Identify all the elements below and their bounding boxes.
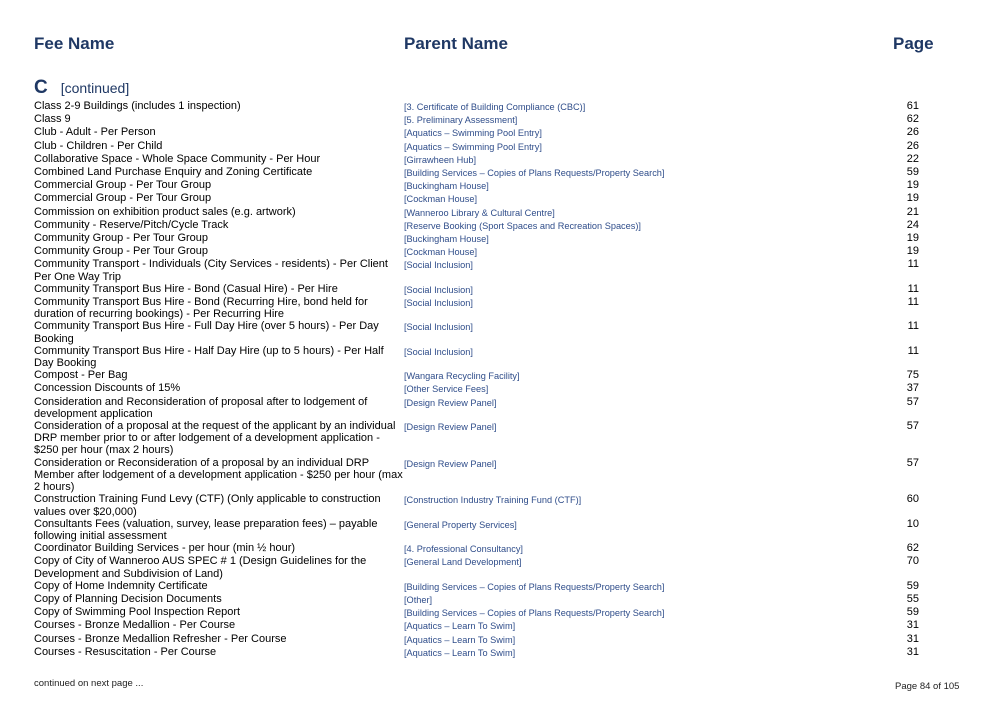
fee-name-cell: Community Transport Bus Hire - Half Day Hire (up to 5 hours) - Per Half Day Booking — [34, 344, 384, 370]
header-parent-name: Parent Name — [404, 34, 508, 53]
table-row — [34, 369, 934, 382]
parent-name-cell: [General Property Services] — [404, 519, 517, 530]
parent-name-cell: [5. Preliminary Assessment] — [404, 115, 518, 126]
parent-name-cell: [General Land Development] — [404, 557, 522, 568]
page-cell: 11 — [907, 344, 919, 357]
fee-name-cell: Copy of Planning Decision Documents — [34, 592, 222, 605]
continued-note: continued on next page ... — [34, 678, 144, 689]
page-cell: 75 — [906, 369, 919, 382]
table-row — [34, 593, 934, 606]
table-row — [34, 619, 934, 632]
page-cell: 59 — [906, 606, 919, 619]
header-page: Page — [893, 34, 934, 53]
table-row — [34, 113, 934, 126]
parent-name-cell: [3. Certificate of Building Compliance (CBC)] — [404, 102, 586, 112]
fee-name-cell: Courses - Bronze Medallion - Per Course — [34, 619, 236, 632]
table-row — [34, 100, 934, 113]
parent-name-cell: [Building Services – Copies of Plans Requests/Property Search] — [404, 581, 665, 592]
page-cell: 22 — [906, 152, 919, 165]
parent-name-cell: [Social Inclusion] — [404, 298, 473, 309]
table-row — [34, 493, 934, 517]
parent-name-cell: [Design Review Panel] — [404, 397, 497, 408]
page-cell: 26 — [906, 139, 919, 152]
table-row — [34, 153, 934, 166]
table-row — [34, 580, 934, 593]
parent-name-cell: [Aquatics – Learn To Swim] — [404, 621, 516, 632]
parent-name-cell: [Other] — [404, 594, 433, 605]
fee-name-cell: Courses - Bronze Medallion Refresher - Per Course — [34, 632, 287, 645]
page-cell: 57 — [906, 456, 919, 469]
table-row — [34, 320, 934, 344]
page-cell: 31 — [906, 619, 919, 632]
table-row — [34, 542, 934, 555]
page-cell: 19 — [906, 245, 919, 258]
table-row — [34, 126, 934, 139]
parent-name-cell: [4. Professional Consultancy] — [404, 544, 523, 555]
table-row — [34, 166, 934, 179]
page-cell: 26 — [906, 126, 919, 139]
parent-name-cell: [Design Review Panel] — [404, 458, 497, 469]
table-row — [34, 606, 934, 619]
section-continued: [continued] — [60, 80, 130, 96]
page-cell: 59 — [906, 166, 919, 179]
fee-name-cell: Class 2-9 Buildings (includes 1 inspection) — [34, 100, 241, 112]
fee-name-cell: Class 9 — [34, 113, 71, 126]
page-cell: 11 — [907, 320, 919, 333]
table-row — [34, 396, 934, 420]
table-row — [34, 232, 934, 245]
header-fee-name: Fee Name — [34, 34, 115, 53]
page-number: Page 84 of 105 — [895, 681, 960, 692]
fee-name-cell: Combined Land Purchase Enquiry and Zoning Certificate — [34, 166, 313, 179]
page-cell: 19 — [906, 179, 919, 192]
fee-name-cell: Community Group - Per Tour Group — [34, 245, 209, 258]
table-row — [34, 192, 934, 205]
parent-name-cell: [Aquatics – Swimming Pool Entry] — [404, 141, 542, 152]
page-cell: 62 — [906, 542, 919, 555]
page-cell: 19 — [906, 192, 919, 205]
fee-name-cell: Copy of Swimming Pool Inspection Report — [34, 606, 241, 619]
page-cell: 19 — [906, 232, 919, 245]
fee-name-cell: Commission on exhibition product sales (e.g. artwork) — [34, 205, 296, 218]
section-letter: C — [34, 77, 48, 98]
table-row — [34, 345, 934, 369]
table-row — [34, 633, 934, 646]
parent-name-cell: [Wangara Recycling Facility] — [404, 371, 520, 382]
fee-name-cell: Copy of City of Wanneroo AUS SPEC # 1 (Design Guidelines for the Development and Subdivision of Land) — [34, 555, 367, 580]
table-row — [34, 283, 934, 296]
fee-name-cell: Community Transport Bus Hire - Bond (Casual Hire) - Per Hire — [34, 282, 338, 295]
page-cell: 60 — [906, 493, 919, 506]
table-row — [34, 518, 934, 542]
section-heading — [34, 77, 129, 99]
table-row — [34, 555, 934, 579]
page-cell: 37 — [906, 382, 919, 395]
parent-name-cell: [Girrawheen Hub] — [404, 154, 477, 165]
fee-name-cell: Community Transport - Individuals (City Services - residents) - Per Client Per One Way Trip — [34, 258, 388, 283]
fee-name-cell: Courses - Resuscitation - Per Course — [34, 645, 217, 658]
table-row — [34, 219, 934, 232]
page-cell: 10 — [906, 517, 919, 530]
parent-name-cell: [Wanneroo Library & Cultural Centre] — [404, 207, 555, 218]
parent-name-cell: [Reserve Booking (Sport Spaces and Recreation Spaces)] — [404, 220, 641, 231]
table-row — [34, 382, 934, 395]
page-cell: 55 — [906, 592, 919, 605]
parent-name-cell: [Social Inclusion] — [404, 346, 473, 357]
table-row — [34, 258, 934, 282]
table-row — [34, 179, 934, 192]
fee-name-cell: Consideration or Reconsideration of a proposal by an individual DRP Member after lodgement of a development application - $250 per hour (max 2 hours) — [34, 456, 403, 494]
fee-name-cell: Commercial Group - Per Tour Group — [34, 179, 212, 192]
parent-name-cell: [Social Inclusion] — [404, 322, 473, 333]
fee-name-cell: Consideration and Reconsideration of proposal after to lodgement of development application — [34, 395, 368, 420]
page-cell: 21 — [906, 205, 919, 218]
page-cell: 31 — [906, 645, 919, 658]
parent-name-cell: [Cockman House] — [404, 247, 478, 258]
fee-name-cell: Collaborative Space - Whole Space Community - Per Hour — [34, 152, 321, 165]
page-cell: 11 — [907, 296, 919, 309]
fee-name-cell: Concession Discounts of 15% — [34, 382, 181, 395]
table-row — [34, 140, 934, 153]
page-cell: 31 — [906, 632, 919, 645]
table-row — [34, 206, 934, 219]
parent-name-cell: [Other Service Fees] — [404, 384, 489, 395]
fee-name-cell: Community Group - Per Tour Group — [34, 232, 209, 245]
parent-name-cell: [Aquatics – Learn To Swim] — [404, 634, 516, 645]
parent-name-cell: [Social Inclusion] — [404, 260, 473, 271]
page-cell: 61 — [906, 100, 919, 112]
page-cell: 59 — [906, 579, 919, 592]
fee-name-cell: Club - Adult - Per Person — [34, 126, 156, 139]
fee-name-cell: Community - Reserve/Pitch/Cycle Track — [34, 218, 229, 231]
page-cell: 70 — [906, 555, 919, 568]
page-cell: 11 — [907, 258, 919, 271]
parent-name-cell: [Buckingham House] — [404, 181, 489, 192]
fee-name-cell: Compost - Per Bag — [34, 369, 128, 382]
parent-name-cell: [Aquatics – Learn To Swim] — [404, 647, 516, 658]
page-cell: 62 — [906, 113, 919, 126]
page-cell: 11 — [907, 282, 919, 295]
table-row — [34, 245, 934, 258]
parent-name-cell: [Buckingham House] — [404, 234, 489, 245]
fee-name-cell: Commercial Group - Per Tour Group — [34, 192, 212, 205]
page-cell: 24 — [906, 218, 919, 231]
page-cell: 57 — [906, 420, 919, 433]
table-row — [34, 420, 934, 457]
parent-name-cell: [Construction Industry Training Fund (CTF)] — [404, 495, 582, 506]
fee-name-cell: Consultants Fees (valuation, survey, lease preparation fees) – payable following initial assessment — [34, 517, 378, 542]
parent-name-cell: [Building Services – Copies of Plans Requests/Property Search] — [404, 168, 665, 179]
parent-name-cell: [Social Inclusion] — [404, 284, 473, 295]
parent-name-cell: [Aquatics – Swimming Pool Entry] — [404, 128, 542, 139]
fee-table — [34, 100, 934, 659]
fee-name-cell: Community Transport Bus Hire - Bond (Recurring Hire, bond held for duration of recurring bookings) - Per Recurring Hire — [34, 296, 368, 321]
fee-name-cell: Community Transport Bus Hire - Full Day Hire (over 5 hours) - Per Day Booking — [34, 320, 379, 345]
fee-name-cell: Construction Training Fund Levy (CTF) (Only applicable to construction values over $20,000) — [34, 493, 381, 518]
table-row — [34, 457, 934, 494]
parent-name-cell: [Cockman House] — [404, 194, 478, 205]
parent-name-cell: [Design Review Panel] — [404, 422, 497, 433]
parent-name-cell: [Building Services – Copies of Plans Requests/Property Search] — [404, 608, 665, 619]
table-row — [34, 296, 934, 320]
table-row — [34, 646, 934, 659]
fee-name-cell: Copy of Home Indemnity Certificate — [34, 579, 208, 592]
fee-name-cell: Coordinator Building Services - per hour (min ½ hour) — [34, 542, 296, 555]
fee-name-cell: Club - Children - Per Child — [34, 139, 163, 152]
fee-name-cell: Consideration of a proposal at the request of the applicant by an individual DRP member prior to or after lodgement of a development application - $250 per hour (max 2 hours) — [34, 420, 396, 457]
page-cell: 57 — [906, 395, 919, 408]
